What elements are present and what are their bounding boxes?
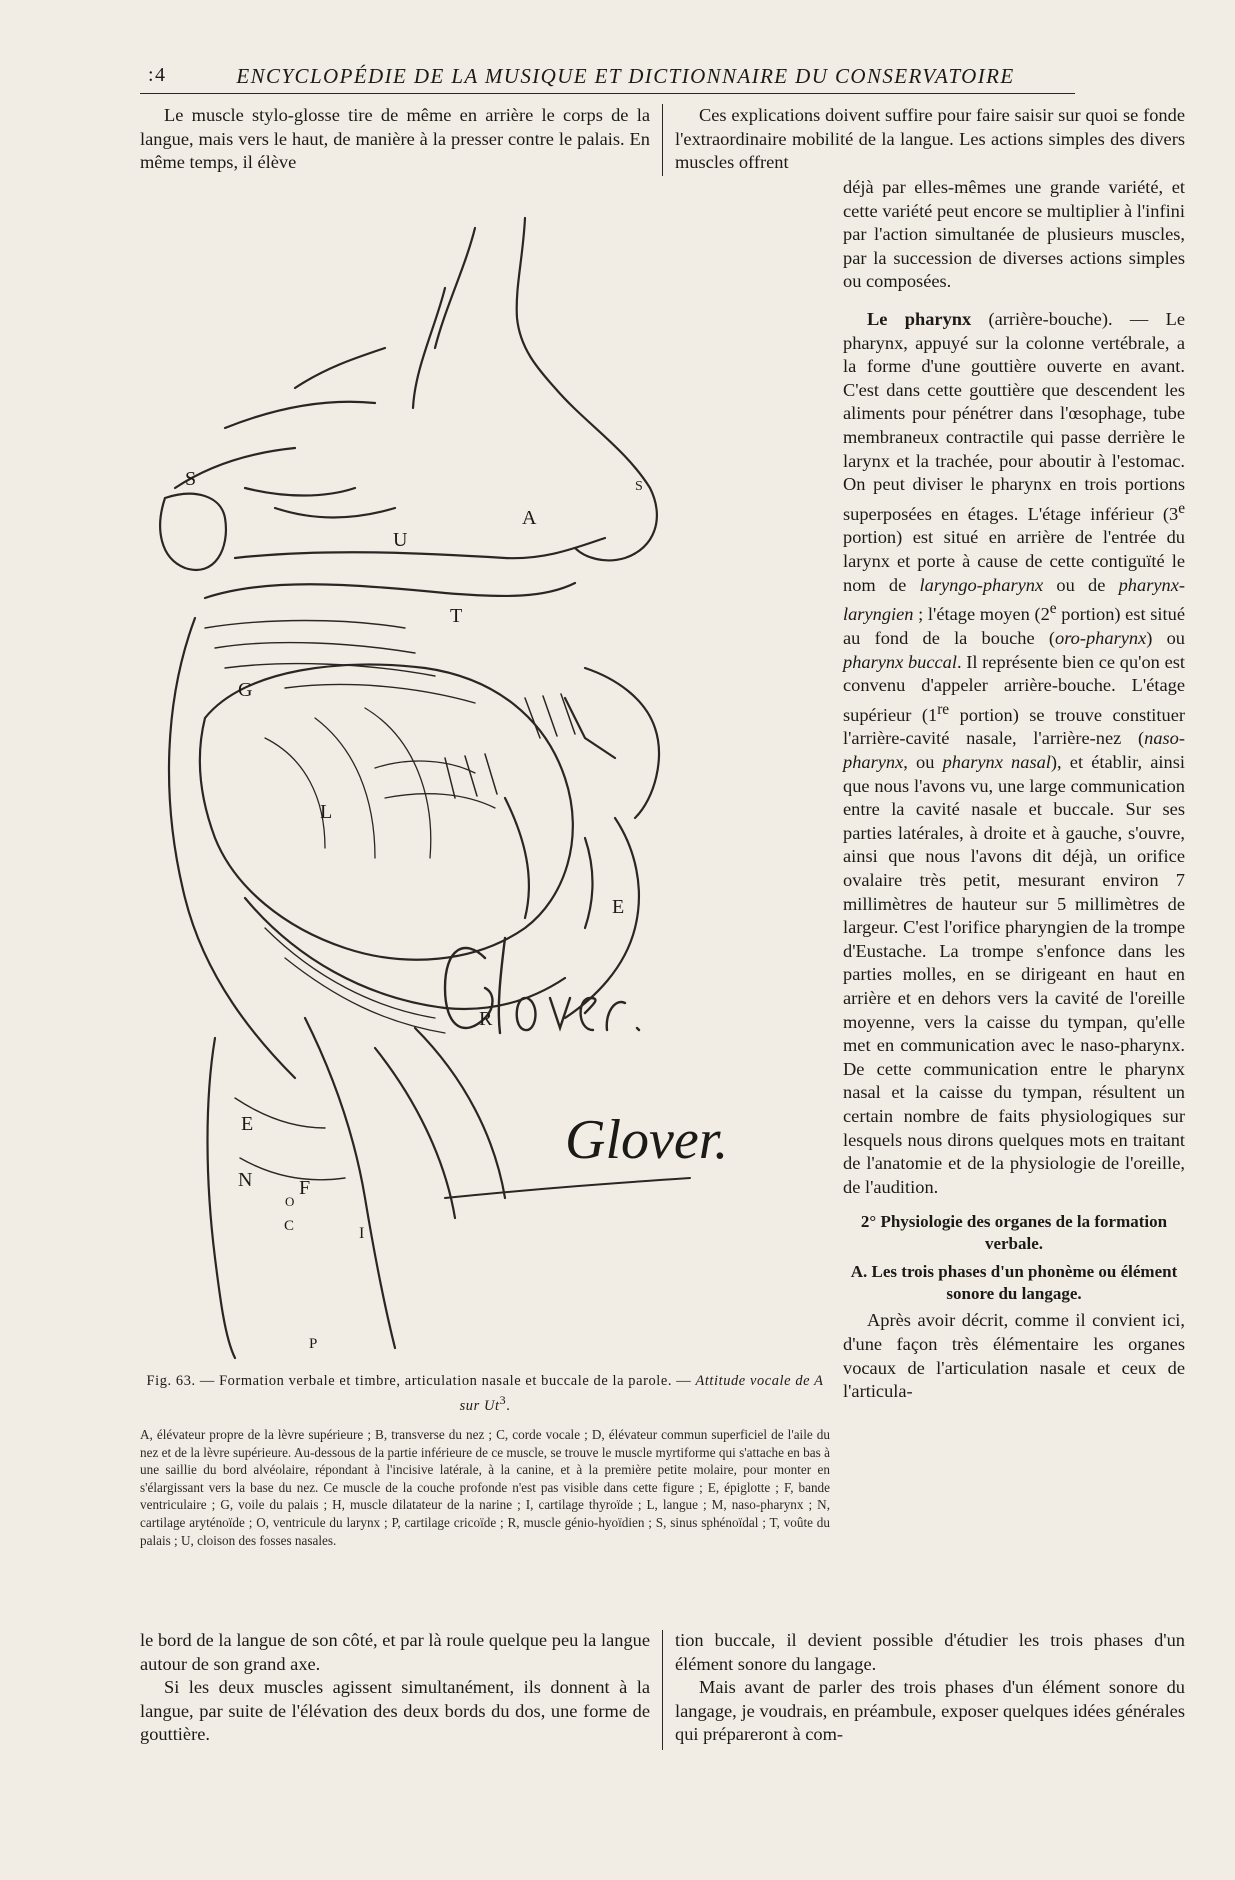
label-O: O xyxy=(285,1194,295,1209)
sphenoid-sinus-outline xyxy=(160,494,226,570)
label-U: U xyxy=(393,529,408,551)
label-S: S xyxy=(185,468,197,490)
label-N: N xyxy=(238,1169,253,1191)
thyroid-cartilage xyxy=(375,1028,505,1218)
anatomical-figure xyxy=(145,198,835,1370)
page-title: ENCYCLOPÉDIE DE LA MUSIQUE ET DICTIONNAIRE DU CONSERVATOIRE xyxy=(236,64,1015,88)
nasal-septum-lines xyxy=(413,228,475,408)
running-header xyxy=(140,64,1075,94)
vocal-fold-lines xyxy=(235,1098,345,1180)
label-A: A xyxy=(522,507,537,529)
pharynx-back-wall xyxy=(169,618,295,1078)
label-S-right: S xyxy=(635,479,643,494)
signature-underline xyxy=(445,1178,690,1198)
tongue-fibres xyxy=(265,708,431,858)
nasal-profile xyxy=(517,218,657,560)
subsection-heading: A. Les trois phases d'un phonème ou élément sonore du langage. xyxy=(850,1262,1178,1304)
signature: Glover. xyxy=(565,1109,729,1171)
column-right-bottom-text xyxy=(675,1629,1185,1747)
larynx-front xyxy=(305,1018,395,1348)
label-C: C xyxy=(284,1218,295,1234)
label-F: F xyxy=(299,1177,311,1199)
column-right-top-paragraph xyxy=(675,104,1185,175)
epiglottis xyxy=(505,798,529,918)
label-E-epiglottis: E xyxy=(612,896,625,918)
tongue-curves xyxy=(375,761,495,808)
paragraph: Après avoir décrit, comme il convient ici, d'une façon très élémentaire les organes vocaux de l'articulation nasale et ceux de l'articula- xyxy=(843,1310,1185,1402)
figure-legend: A, élévateur propre de la lèvre supérieure ; B, transverse du nez ; C, corde vocale ; D, élévateur commun superficiel de l'aile du nez et de la lèvre supérieure. Au-dessous de la partie inférieure de ce muscle, se trouve le muscle myrtiforme qui s'attache en bas à une saillie du bord alvéolaire, répondant à l'incisive latérale, à la canine, et à la première petite molaire, pour monter en s'élargissant vers la base du nez. Ce muscle de la couche profonde n'est pas visible dans cette figure ; E, épiglotte ; F, bande ventriculaire ; G, voile du palais ; H, muscle dilatateur de la narine ; I, cartilage thyroïde ; L, langue ; M, naso-pharynx ; N, cartilage aryténoïde ; O, ventricule du larynx ; P, cartilage cricoïde ; R, muscle génio-hyoïdien ; S, sinus sphénoïdal ; T, voûte du palais ; U, cloison des fosses nasales. xyxy=(140,1427,830,1548)
skull-base-strokes xyxy=(175,348,385,488)
section-heading: 2° Physiologie des organes de la formation verbale. xyxy=(860,1212,1168,1254)
label-T: T xyxy=(450,605,463,627)
paragraph: Le muscle stylo-glosse tire de même en arrière le corps de la langue, mais vers le haut, de manière à la presser contre le palais. En même temps, il élève xyxy=(140,105,650,173)
label-P: P xyxy=(309,1336,318,1352)
upper-teeth-lip xyxy=(565,668,659,818)
teeth-strokes xyxy=(445,694,575,798)
hard-palate xyxy=(205,583,575,598)
paragraph: Si les deux muscles agissent simultanément, ils donnent à la langue, par suite de l'élévation des deux bords du dos, une forme de gouttière. xyxy=(140,1677,650,1745)
column-left-bottom-text xyxy=(140,1629,650,1747)
page-number: :4 xyxy=(148,64,167,86)
pharynx-paragraph: Le pharynx (arrière-bouche). — Le pharynx, appuyé sur la colonne vertébrale, a la forme d'une gouttière ouverte en avant. C'est dans cette gouttière que descendent les aliments pour pénétrer dans l'œsophage, tube membraneux contractile qui passe derrière le larynx et la trachée, pour aboutir à l'estomac. On peut diviser le pharynx en trois portions superposées en étages. L'étage inférieur (3e portion) est situé en arrière de l'entrée du larynx et porte à cause de cette contiguïté le nom de laryngo-pharynx ou de pharynx-laryngien ; l'étage moyen (2e portion) est situé au fond de la bouche (oro-pharynx) ou pharynx buccal. Il représente bien ce qu'on est convenu d'appeler arrière-bouche. L'étage supérieur (1re portion) se trouve constituer l'arrière-cavité nasale, l'arrière-nez (naso-pharynx, ou pharynx nasal), et établir, ainsi que nous l'avons vu, une large communication entre la cavité nasale et buccale. Sur ses parties latérales, à droite et à gauche, s'ouvre, ainsi que nous l'avons dit déjà, un orifice ovalaire très petit, mesurant environ 7 millimètres de hauteur sur 5 millimètres de largeur. C'est l'orifice pharyngien de la trompe d'Eustache. La trompe s'enfonce dans les parties molles, en se dirigeant en haut en arrière et en dehors vers la cavité de l'oreille moyenne, vers la caisse du tympan, qu'elle met en communication avec le naso-pharynx. De cette communication entre le pharynx nasal et la caisse du tympan, résultent un certain nombre de faits physiologiques sur lesquels nous dirons quelques mots en traitant de l'anatomie et de la physiologie de l'oreille, de l'audition. xyxy=(843,308,1185,1197)
hatching-upper xyxy=(245,488,395,517)
label-L: L xyxy=(320,801,333,823)
column-left-top-paragraph xyxy=(140,104,650,175)
label-I: I xyxy=(359,1225,365,1242)
tongue-outline xyxy=(200,665,573,960)
lower-lip-chin xyxy=(565,818,639,1018)
column-divider-top xyxy=(662,104,663,176)
paragraph: Ces explications doivent suffire pour faire saisir sur quoi se fonde l'extraordinaire mobilité de la langue. Les actions simples des divers muscles offrent xyxy=(675,105,1185,173)
term-heading: Le pharynx xyxy=(867,308,972,329)
column-right-side-text xyxy=(843,176,1185,1404)
paragraph: tion buccale, il devient possible d'étudier les trois phases d'un élément sonore du langage. xyxy=(675,1630,1185,1674)
larynx-back xyxy=(208,1038,236,1358)
figure-caption: Fig. 63. — Formation verbale et timbre, articulation nasale et buccale de la parole. — Attitude vocale de A sur Ut$^3$. xyxy=(146,1373,824,1414)
label-G: G xyxy=(238,679,253,701)
palate-roof xyxy=(235,538,605,558)
paragraph: déjà par elles-mêmes une grande variété, et cette variété peut encore se multiplier à l'infini par l'action simultanée de plusieurs muscles, par la succession de diverses actions simples ou composées. xyxy=(843,177,1185,292)
paragraph: Mais avant de parler des trois phases d'un élément sonore du langage, je voudrais, en préambule, exposer quelques idées générales qui prépareront à com- xyxy=(675,1677,1185,1745)
paragraph: le bord de la langue de son côté, et par là roule quelque peu la langue autour de son grand axe. xyxy=(140,1630,650,1674)
column-divider-bottom xyxy=(662,1630,663,1750)
label-E-lower: E xyxy=(241,1113,254,1135)
label-R: R xyxy=(479,1008,493,1030)
